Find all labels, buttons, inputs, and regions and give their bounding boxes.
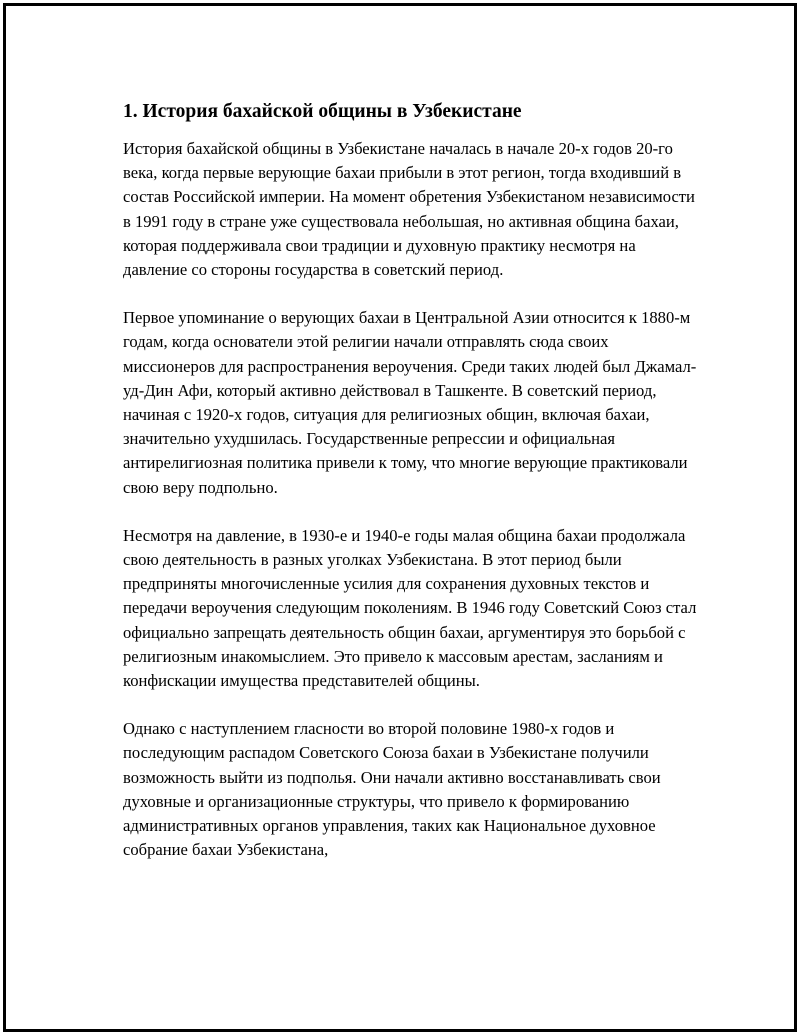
section-heading: 1. История бахайской общины в Узбекистане (123, 101, 522, 122)
paragraph: История бахайской общины в Узбекистане началась в начале 20-х годов 20-го века, когда первые верующие бахаи прибыли в этот регион, тогда входивший в состав Российской империи. На момент обретения Узбекистаном независимости в 1991 году в стране уже существовала небольшая, но активная община бахаи, которая поддерживала свои традиции и духовную практику несмотря на давление со стороны государства в советский период. (123, 139, 695, 280)
paragraph: Однако с наступлением гласности во второй половине 1980-х годов и последующим распадом Советского Союза бахаи в Узбекистане получили возможность выйти из подполья. Они начали активно восстанавливать свои духовные и организационные структуры, что привело к формированию административных органов управления, таких как Национальное духовное собрание бахаи Узбекистана, (123, 719, 661, 860)
page-frame (3, 3, 797, 1032)
paragraph: Первое упоминание о верующих бахаи в Центральной Азии относится к 1880-м годам, когда основатели этой религии начали отправлять сюда своих миссионеров для распространения вероучения. Среди таких людей был Джамал-уд-Дин Афи, который активно действовал в Ташкенте. В советский период, начиная с 1920-х годов, ситуация для религиозных общин, включая бахаи, значительно ухудшилась. Государственные репрессии и официальная антирелигиозная политика привели к тому, что многие верующие практиковали свою веру подпольно. (123, 308, 697, 497)
document-body (123, 99, 698, 886)
paragraph: Несмотря на давление, в 1930-е и 1940-е годы малая община бахаи продолжала свою деятельность в разных уголках Узбекистана. В этот период были предприняты многочисленные усилия для сохранения духовных текстов и передачи вероучения следующим поколениям. В 1946 году Советский Союз стал официально запрещать деятельность общин бахаи, аргументируя это борьбой с религиозным инакомыслием. Это привело к массовым арестам, засланиям и конфискации имущества представителей общины. (123, 525, 697, 691)
